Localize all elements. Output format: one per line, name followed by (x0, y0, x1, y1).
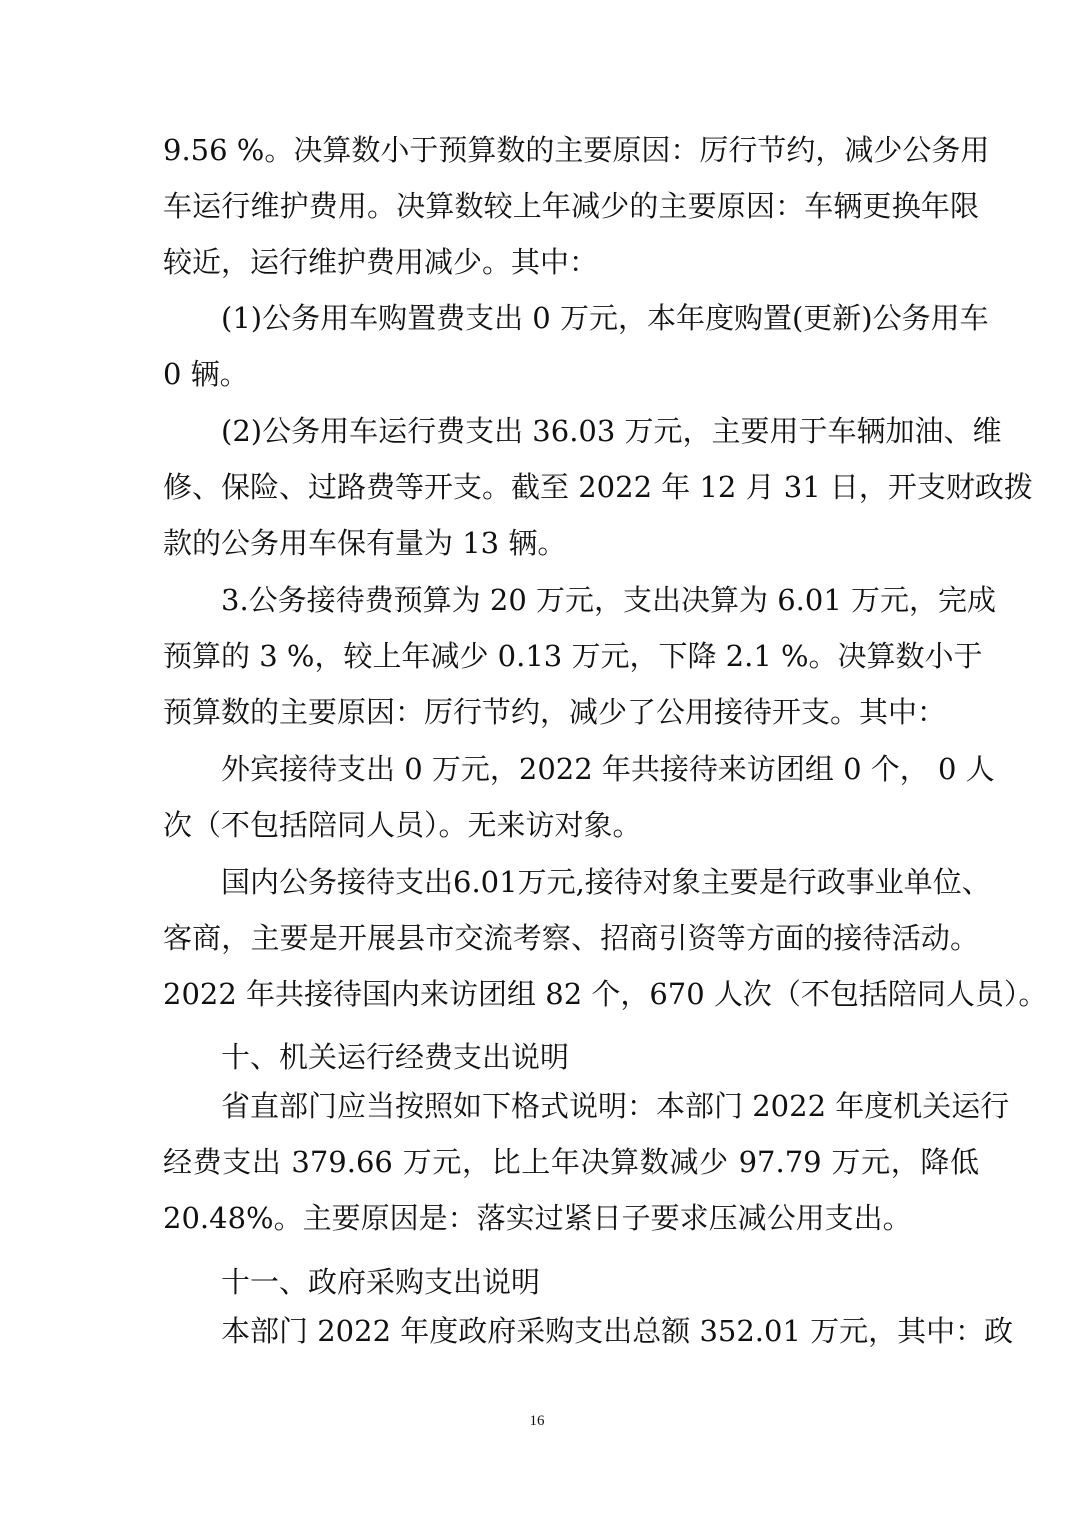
body-line: (2)公务用车运行费支出 36.03 万元，主要用于车辆加油、维 (221, 414, 1002, 448)
section-heading: 十一、政府采购支出说明 (221, 1265, 541, 1299)
body-line: 经费支出 379.66 万元，比上年决算数减少 97.79 万元，降低 (163, 1145, 979, 1179)
body-line: 预算数的主要原因：厉行节约，减少了公用接待开支。其中： (163, 695, 947, 729)
body-line: 国内公务接待支出6.01万元,接待对象主要是行政事业单位、 (221, 865, 991, 899)
body-line: 本部门 2022 年度政府采购支出总额 352.01 万元，其中：政 (221, 1314, 1014, 1348)
body-line: 3.公务接待费预算为 20 万元，支出决算为 6.01 万元，完成 (221, 583, 997, 617)
body-line: 较近，运行维护费用减少。其中： (163, 245, 599, 279)
body-line: 预算的 3 %，较上年减少 0.13 万元，下降 2.1 %。决算数小于 (163, 639, 983, 673)
body-line: 客商，主要是开展县市交流考察、招商引资等方面的接待活动。 (163, 921, 979, 955)
body-line: (1)公务用车购置费支出 0 万元，本年度购置(更新)公务用车 (221, 301, 989, 335)
body-line: 次（不包括陪同人员）。无来访对象。 (163, 808, 642, 842)
body-line: 修、保险、过路费等开支。截至 2022 年 12 月 31 日，开支财政拨 (163, 470, 1033, 504)
page-number: 16 (529, 1413, 545, 1429)
body-line: 款的公务用车保有量为 13 辆。 (163, 526, 567, 560)
body-line: 20.48%。主要原因是：落实过紧日子要求压减公用支出。 (163, 1201, 912, 1235)
body-line: 省直部门应当按照如下格式说明：本部门 2022 年度机关运行 (221, 1089, 1010, 1123)
body-line: 9.56 %。决算数小于预算数的主要原因：厉行节约，减少公务用 (163, 133, 990, 167)
section-heading: 十、机关运行经费支出说明 (221, 1040, 570, 1074)
body-line: 车运行维护费用。决算数较上年减少的主要原因：车辆更换年限 (163, 189, 979, 223)
body-line: 0 辆。 (163, 357, 249, 391)
body-line: 2022 年共接待国内来访团组 82 个，670 人次（不包括陪同人员）。 (163, 977, 1048, 1011)
body-line: 外宾接待支出 0 万元，2022 年共接待来访团组 0 个， 0 人 (221, 752, 995, 786)
